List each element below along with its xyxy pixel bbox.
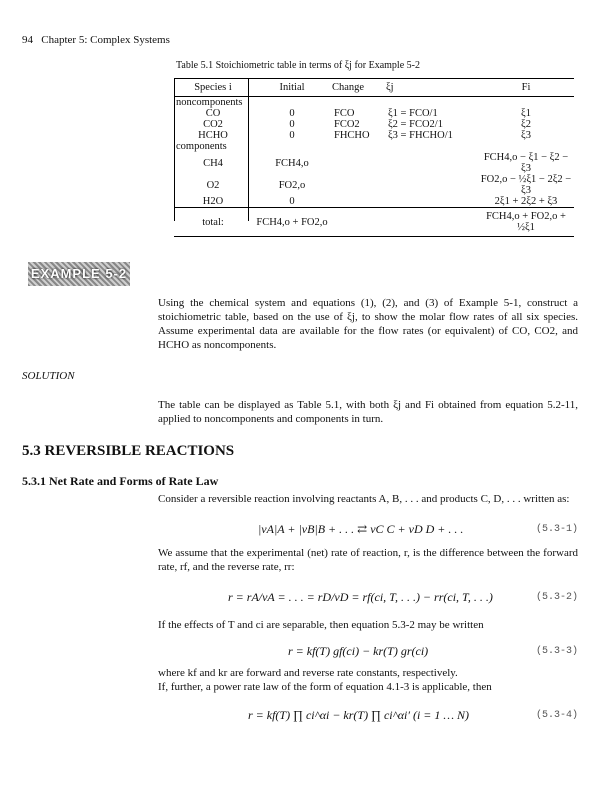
table-cell: ξ1 [521, 108, 531, 119]
table-cell: H2O [202, 196, 224, 207]
table-cell: FCO2 [334, 119, 360, 130]
stoichiometric-table [174, 78, 574, 237]
equation-row [158, 700, 578, 730]
table-cell: 0 [289, 108, 295, 119]
table-header-row [174, 79, 574, 97]
equation-number: (5.3-1) [535, 524, 578, 535]
page-number: 94 [22, 34, 33, 46]
example-badge: EXAMPLE 5-2 [28, 262, 130, 286]
equation: r = kf(T) gf(ci) − kr(T) gr(ci) [288, 644, 429, 658]
solution-label: SOLUTION [22, 370, 75, 382]
solution-text: The table can be displayed as Table 5.1, with both ξj and Fi obtained from equation 5.2-11, applied to noncomponents and components in turn. [158, 399, 578, 425]
equation-row [158, 514, 578, 544]
subsection-title: 5.3.1 Net Rate and Forms of Rate Law [22, 474, 219, 488]
table-cell [386, 174, 478, 196]
column-header: Initial [252, 79, 332, 97]
table-cell: 0 [289, 130, 295, 141]
table-cell: ξ1 = FCO/1 [388, 108, 438, 119]
example-text: Using the chemical system and equations (1), (2), and (3) of Example 5-1, construct a stoichiometric table, based on the use of ξj, to show the molar flow rates of all six species. Assume experimental data are available for the flow rates (or equivalent) of CO, CO2, and HCHO as noncomponents. [158, 297, 578, 351]
table-cell [386, 152, 478, 174]
group-label: components [176, 141, 227, 152]
table-row [174, 130, 574, 141]
column-header: ξj [386, 79, 478, 97]
paragraph: Consider a reversible reaction involving reactants A, B, . . . and products C, D, . . . written as: [158, 493, 570, 505]
paragraph: If, further, a power rate law of the form of equation 4.1-3 is applicable, then [158, 681, 492, 693]
table-cell: FCH4,o + FO2,o [252, 208, 332, 237]
column-header: Species i [174, 79, 252, 97]
table-cell: FCH4,o + FO2,o + ½ξ1 [478, 208, 574, 237]
equation: r = kf(T) ∏ ci^αi − kr(T) ∏ ci^αi′ (i = 1 … N) [248, 708, 470, 722]
table-cell: FO2,o [278, 179, 306, 191]
paragraph: We assume that the experimental (net) rate of reaction, r, is the difference between the forward rate, rf, and the reverse rate, rr: [158, 547, 578, 573]
equation: |νA|A + |νB|B + . . . ⇄ νC C + νD D + . . . [258, 522, 464, 536]
equation-row [158, 580, 578, 614]
table-row [174, 196, 574, 208]
table-cell: FCO [334, 108, 355, 119]
table-cell: 0 [289, 119, 295, 130]
chapter-title: Chapter 5: Complex Systems [41, 34, 170, 46]
table-cell: FCH4,o [275, 157, 309, 169]
table-cell: ξ3 [521, 130, 531, 141]
table-cell [332, 152, 386, 174]
equation-number: (5.3-3) [535, 646, 578, 657]
table-cell: total: [174, 208, 252, 237]
table-cell: O2 [206, 179, 220, 191]
table-cell: CO2 [203, 119, 223, 130]
table-cell: ξ3 = FHCHO/1 [388, 130, 453, 141]
equation: r = rA/νA = . . . = rD/νD = rf(ci, T, . . .) − rr(ci, T, . . .) [228, 590, 493, 604]
running-header [22, 34, 170, 46]
table-cell: FCH4,o − ξ1 − ξ2 − ξ3 [483, 152, 569, 174]
table-row [174, 174, 574, 196]
table-cell: 0 [289, 196, 295, 207]
table-row [174, 152, 574, 174]
table-cell [332, 196, 386, 208]
table-cell: FHCHO [334, 130, 370, 141]
column-header: Fi [478, 79, 574, 97]
table-cell: HCHO [198, 130, 228, 141]
table-cell [386, 196, 478, 208]
paragraph: If the effects of T and ci are separable, then equation 5.3-2 may be written [158, 619, 484, 631]
table-divider [248, 78, 249, 221]
equation-number: (5.3-2) [535, 592, 578, 603]
equation-row [158, 638, 578, 666]
table-row [174, 119, 574, 130]
group-row [174, 141, 574, 152]
group-row [174, 97, 574, 109]
total-row [174, 208, 574, 237]
group-label: noncomponents [176, 97, 243, 108]
section-title: 5.3 REVERSIBLE REACTIONS [22, 443, 235, 459]
table-caption: Table 5.1 Stoichiometric table in terms of ξj for Example 5-2 [176, 60, 420, 71]
body-text [158, 492, 578, 730]
table-cell: CH4 [203, 157, 223, 169]
table-cell [332, 174, 386, 196]
table-cell [332, 208, 386, 237]
paragraph: where kf and kr are forward and reverse rate constants, respectively. [158, 667, 458, 679]
table-cell: ξ2 = FCO2/1 [388, 119, 443, 130]
table-cell: CO [205, 108, 221, 119]
table-cell: ξ2 [521, 119, 531, 130]
table-row [174, 108, 574, 119]
column-header: Change [332, 79, 386, 97]
table-cell: 2ξ1 + 2ξ2 + ξ3 [494, 196, 558, 207]
table-cell: FO2,o − ½ξ1 − 2ξ2 − ξ3 [480, 174, 572, 196]
equation-number: (5.3-4) [535, 710, 578, 721]
table-cell [386, 208, 478, 237]
table-divider [174, 78, 175, 221]
